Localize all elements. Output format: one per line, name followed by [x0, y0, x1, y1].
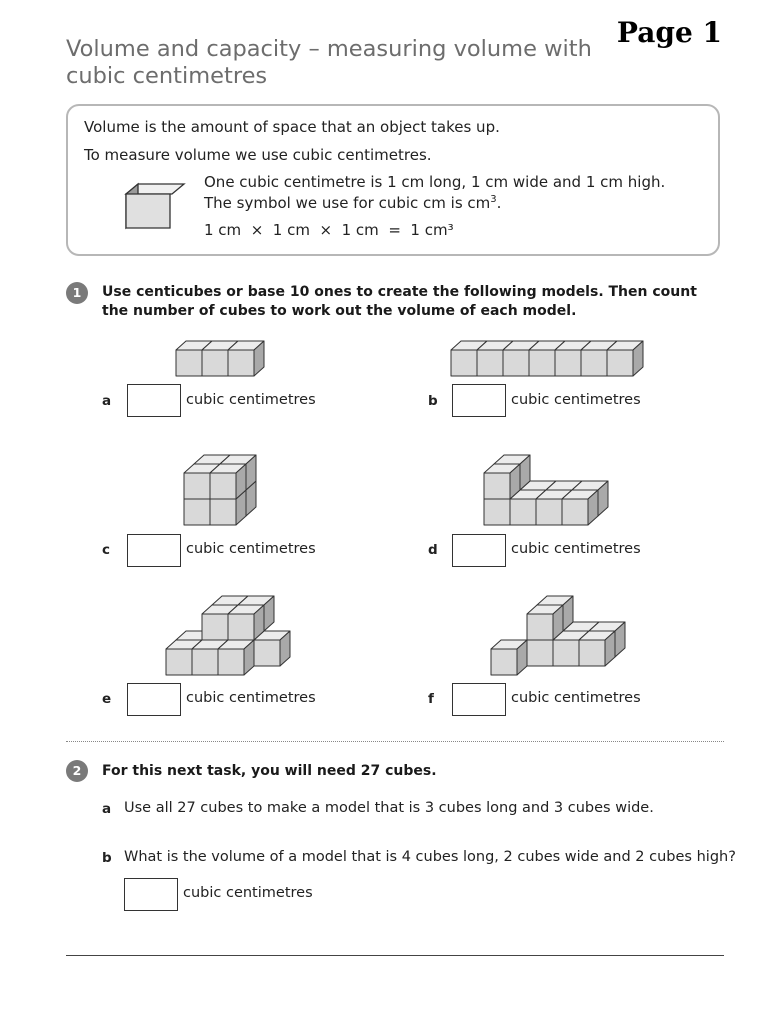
info-line-3: One cubic centimetre is 1 cm long, 1 cm wide and 1 cm high. [204, 173, 666, 191]
unit-a: cubic centimetres [186, 392, 316, 408]
answer-box-b[interactable] [452, 384, 506, 417]
unit-f: cubic centimetres [511, 690, 641, 706]
q2-part-b-text: What is the volume of a model that is 4 cubes long, 2 cubes wide and 2 cubes high? [124, 849, 736, 865]
model-e [166, 596, 290, 675]
part-a-letter: a [102, 393, 112, 409]
cube [254, 631, 290, 666]
section-divider [66, 741, 724, 742]
unit-d: cubic centimetres [511, 541, 641, 557]
cube [562, 490, 598, 525]
info-line-2: To measure volume we use cubic centimetres. [84, 146, 432, 164]
unit-b: cubic centimetres [511, 392, 641, 408]
q2-part-a-letter: a [102, 801, 112, 817]
model-b [451, 341, 643, 376]
unit-c: cubic centimetres [186, 541, 316, 557]
q2-part-b-letter: b [102, 850, 112, 866]
answer-box-q2b[interactable] [124, 878, 178, 911]
part-e-letter: e [102, 691, 112, 707]
answer-box-d[interactable] [452, 534, 506, 567]
part-d-letter: d [428, 542, 438, 558]
cube [228, 605, 264, 640]
cube [491, 640, 527, 675]
model-a [176, 341, 264, 376]
question-2-number: 2 [66, 760, 88, 782]
cube [218, 640, 254, 675]
footer-rule [66, 955, 724, 956]
unit-q2b: cubic centimetres [183, 885, 313, 901]
cube [579, 631, 615, 666]
q2-part-a-text: Use all 27 cubes to make a model that is 3 cubes long and 3 cubes wide. [124, 800, 654, 816]
part-c-letter: c [102, 542, 111, 558]
part-f-letter: f [428, 691, 434, 707]
cube [228, 341, 264, 376]
page-title: Volume and capacity – measuring volume with cubic centimetres [66, 36, 592, 89]
question-2-text: For this next task, you will need 27 cubes. [102, 763, 437, 779]
part-b-letter: b [428, 393, 438, 409]
page-label: Page 1 [616, 16, 722, 49]
info-line-4: The symbol we use for cubic cm is $cm^3$. [204, 194, 502, 212]
question-1-text: Use centicubes or base 10 ones to create the following models. Then count the number of cubes to work out the volume of each model. [102, 284, 697, 319]
answer-box-f[interactable] [452, 683, 506, 716]
model-d [484, 455, 608, 525]
cube [484, 464, 520, 499]
model-c [184, 455, 256, 525]
model-f [491, 596, 625, 675]
info-line-1: Volume is the amount of space that an object takes up. [84, 118, 500, 136]
cube [527, 605, 563, 640]
cube [607, 341, 643, 376]
answer-box-c[interactable] [127, 534, 181, 567]
cube [210, 464, 246, 499]
info-equation: 1 cm × 1 cm × 1 cm = 1 cm³ [204, 221, 454, 239]
answer-box-e[interactable] [127, 683, 181, 716]
question-1-number: 1 [66, 282, 88, 304]
answer-box-a[interactable] [127, 384, 181, 417]
unit-e: cubic centimetres [186, 690, 316, 706]
